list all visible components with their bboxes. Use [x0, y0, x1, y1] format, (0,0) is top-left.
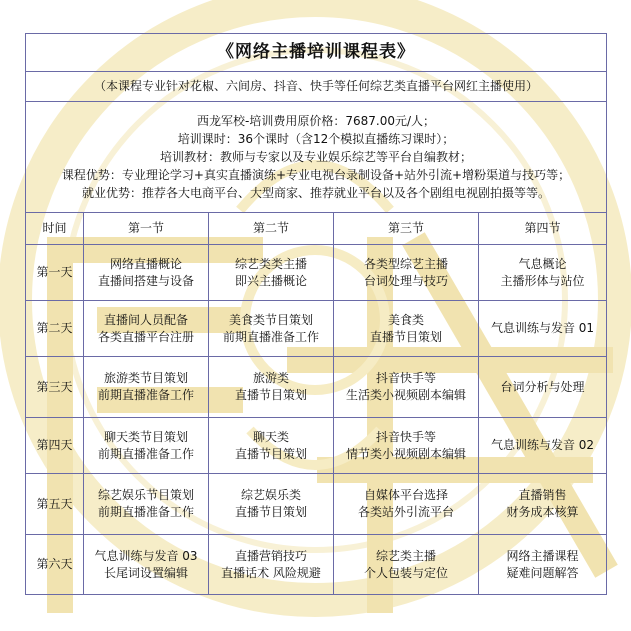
- info-hours: 培训课时：36个课时（含12个模拟直播练习课时）；: [177, 132, 455, 146]
- table-cell: 气息训练与发音 01: [479, 301, 607, 357]
- day-label: 第四天: [26, 418, 84, 474]
- info-materials: 培训教材：教师与专家以及专业娱乐综艺等平台自编教材；: [160, 150, 473, 164]
- table-cell: 综艺类类主播 即兴主播概论: [209, 245, 334, 301]
- table-row: [26, 418, 607, 474]
- table-cell: 网络直播概论 直播间搭建与设备: [84, 245, 209, 301]
- day-label: 第六天: [26, 535, 84, 595]
- table-row: [26, 301, 607, 357]
- table-cell: 美食类 直播节目策划: [334, 301, 479, 357]
- info-advantage: 课程优势：专业理论学习+真实直播演练+专业电视台录制设备+站外引流+增粉渠道与技巧等；: [61, 168, 571, 182]
- subtitle: （本课程专业针对花椒、六间房、抖音、快手等任何综艺类直播平台网红主播使用）: [26, 72, 607, 102]
- table-cell: 气息概论 主播形体与站位: [479, 245, 607, 301]
- table-row: [26, 357, 607, 418]
- table-header-row: [26, 213, 607, 245]
- table-row: [26, 535, 607, 595]
- day-label: 第三天: [26, 357, 84, 418]
- table-cell: 旅游类节目策划 前期直播准备工作: [84, 357, 209, 418]
- schedule-table: [25, 33, 607, 595]
- course-info: [26, 102, 607, 213]
- table-cell: 直播间人员配备 各类直播平台注册: [84, 301, 209, 357]
- table-cell: 美食类节目策划 前期直播准备工作: [209, 301, 334, 357]
- table-cell: 旅游类 直播节目策划: [209, 357, 334, 418]
- header-session-1: 第一节: [84, 213, 209, 245]
- day-label: 第二天: [26, 301, 84, 357]
- day-label: 第一天: [26, 245, 84, 301]
- page-title: 《网络主播培训课程表》: [26, 34, 607, 72]
- table-cell: 自媒体平台选择 各类站外引流平台: [334, 474, 479, 535]
- info-price: 西龙军校-培训费用原价格：7687.00元/人；: [197, 114, 436, 128]
- table-cell: 综艺娱乐类 直播节目策划: [209, 474, 334, 535]
- table-row: [26, 245, 607, 301]
- table-cell: 直播销售 财务成本核算: [479, 474, 607, 535]
- table-cell: 气息训练与发音 03 长尾词设置编辑: [84, 535, 209, 595]
- table-cell: 综艺类主播 个人包装与定位: [334, 535, 479, 595]
- day-label: 第五天: [26, 474, 84, 535]
- table-cell: 气息训练与发音 02: [479, 418, 607, 474]
- course-schedule: [25, 33, 606, 595]
- table-cell: 直播营销技巧 直播话术 风险规避: [209, 535, 334, 595]
- table-cell: 综艺娱乐节目策划 前期直播准备工作: [84, 474, 209, 535]
- table-cell: 聊天类 直播节目策划: [209, 418, 334, 474]
- info-employment: 就业优势：推荐各大电商平台、大型商家、推荐就业平台以及各个剧组电视剧拍摄等等。: [82, 186, 551, 200]
- table-cell: 各类型综艺主播 台词处理与技巧: [334, 245, 479, 301]
- table-cell: 抖音快手等 情节类小视频剧本编辑: [334, 418, 479, 474]
- header-session-3: 第三节: [334, 213, 479, 245]
- table-cell: 聊天类节目策划 前期直播准备工作: [84, 418, 209, 474]
- table-cell: 网络主播课程 疑难问题解答: [479, 535, 607, 595]
- header-time: 时间: [26, 213, 84, 245]
- table-cell: 抖音快手等 生活类小视频剧本编辑: [334, 357, 479, 418]
- header-session-2: 第二节: [209, 213, 334, 245]
- header-session-4: 第四节: [479, 213, 607, 245]
- table-cell: 台词分析与处理: [479, 357, 607, 418]
- table-row: [26, 474, 607, 535]
